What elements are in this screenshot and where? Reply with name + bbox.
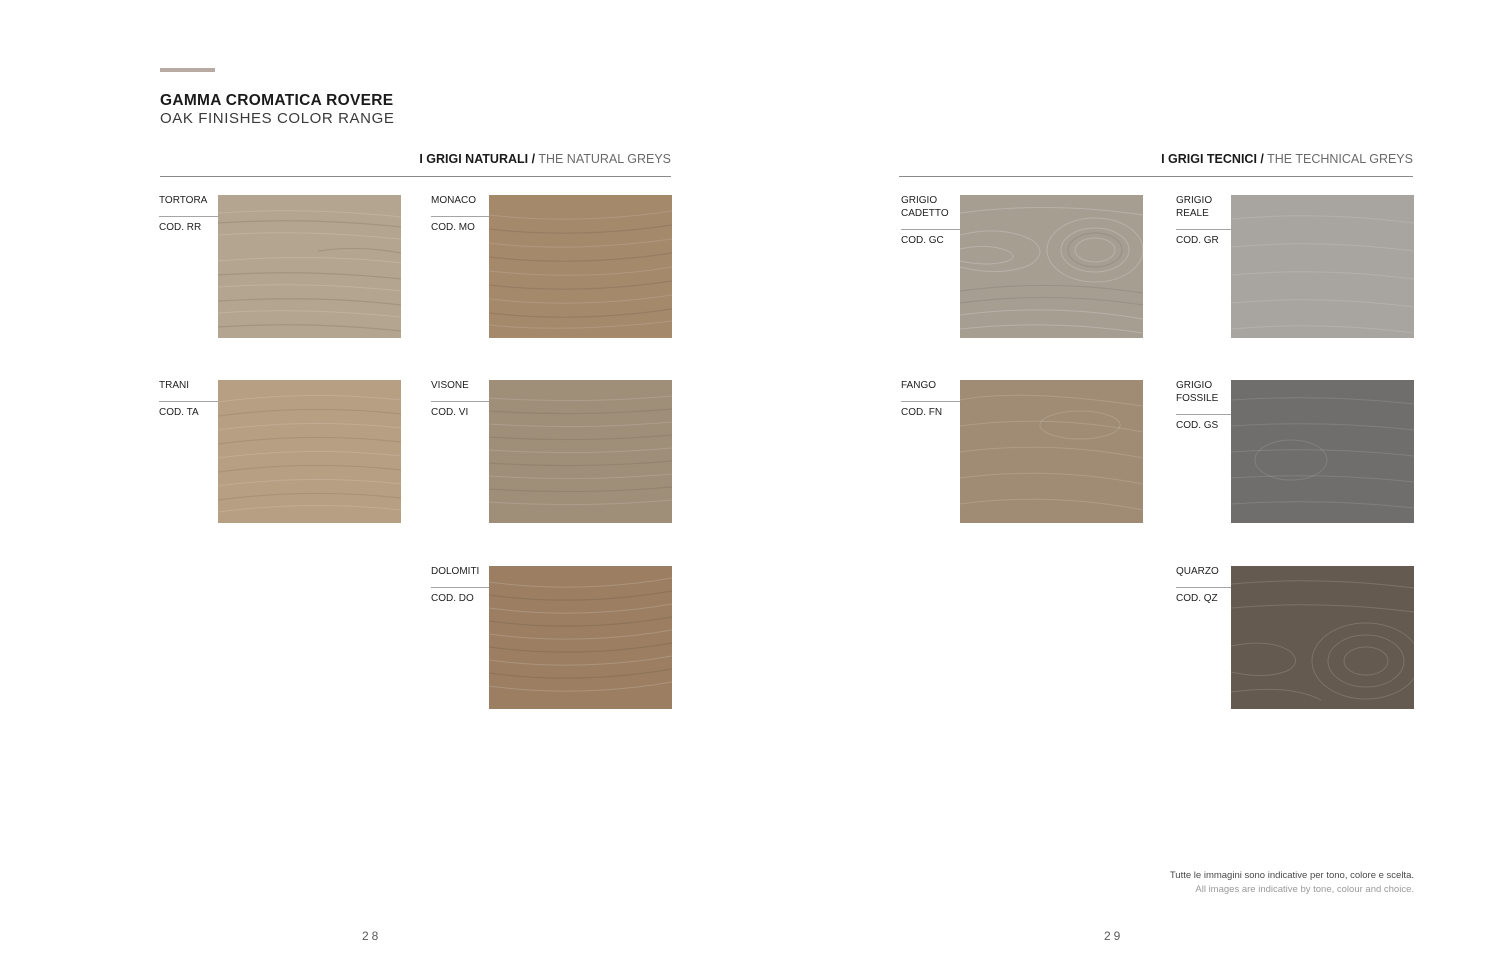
wood-swatch-grigio-cadetto [960,195,1143,338]
section-heading-natural-greys [419,152,671,166]
left-page [0,0,742,968]
section-label-en: THE NATURAL GREYS [538,152,671,166]
finish-code: COD. TA [159,407,199,418]
section-heading-technical-greys [1161,152,1413,166]
disclaimer [1170,869,1414,897]
label-divider [159,401,218,402]
label-divider [1176,587,1231,588]
page-subtitle: OAK FINISHES COLOR RANGE [160,110,395,127]
finish-name: FANGO [901,380,937,391]
section-label-it: I GRIGI TECNICI / [1161,152,1264,166]
label-divider [1176,229,1231,230]
finish-name: MONACO [431,195,476,206]
finish-name-line-1: GRIGIO [901,195,938,206]
wood-swatch-quarzo [1231,566,1414,709]
finish-code: COD. GS [1176,420,1219,431]
section-label-it: I GRIGI NATURALI / [419,152,536,166]
section-divider [160,176,671,177]
wood-swatch-monaco [489,195,672,338]
section-label-en: THE TECHNICAL GREYS [1267,152,1413,166]
label-divider [901,401,960,402]
label-divider [1176,414,1231,415]
page-title: GAMMA CROMATICA ROVERE [160,92,394,109]
finish-name-line-2: CADETTO [901,208,949,219]
wood-swatch-tortora [218,195,401,338]
label-divider [159,216,218,217]
label-divider [431,587,489,588]
wood-swatch-grigio-fossile [1231,380,1414,523]
finish-code: COD. MO [431,222,475,233]
finish-code: COD. RR [159,222,202,233]
finish-name: TORTORA [159,195,208,206]
page-number-right: 29 [1104,929,1124,943]
finish-name [1176,379,1218,405]
finish-name: QUARZO [1176,566,1219,577]
finish-name-line-2: FOSSILE [1176,393,1219,404]
label-divider [431,216,489,217]
page-number-left: 28 [362,929,382,943]
finish-code: COD. QZ [1176,593,1218,604]
finish-name: VISONE [431,380,469,391]
finish-name-line-1: GRIGIO [1176,195,1213,206]
finish-code: COD. DO [431,593,474,604]
accent-bar [160,68,215,72]
disclaimer-italian: Tutte le immagini sono indicative per tono, colore e scelta. [1169,870,1414,881]
finish-code: COD. VI [431,407,469,418]
finish-code: COD. GC [901,235,944,246]
finish-code: COD. GR [1176,235,1219,246]
label-divider [901,229,960,230]
section-divider [899,176,1413,177]
wood-swatch-visone [489,380,672,523]
wood-swatch-dolomiti [489,566,672,709]
finish-name: TRANI [159,380,189,391]
finish-name [901,194,949,220]
finish-name-line-2: REALE [1176,208,1209,219]
right-page [742,0,1484,968]
wood-swatch-fango [960,380,1143,523]
wood-swatch-grigio-reale [1231,195,1414,338]
finish-name-line-1: GRIGIO [1176,380,1213,391]
wood-swatch-trani [218,380,401,523]
finish-name [1176,194,1212,220]
finish-code: COD. FN [901,407,943,418]
disclaimer-english: All images are indicative by tone, colour and choice. [1195,884,1414,895]
label-divider [431,401,489,402]
finish-name: DOLOMITI [431,566,480,577]
